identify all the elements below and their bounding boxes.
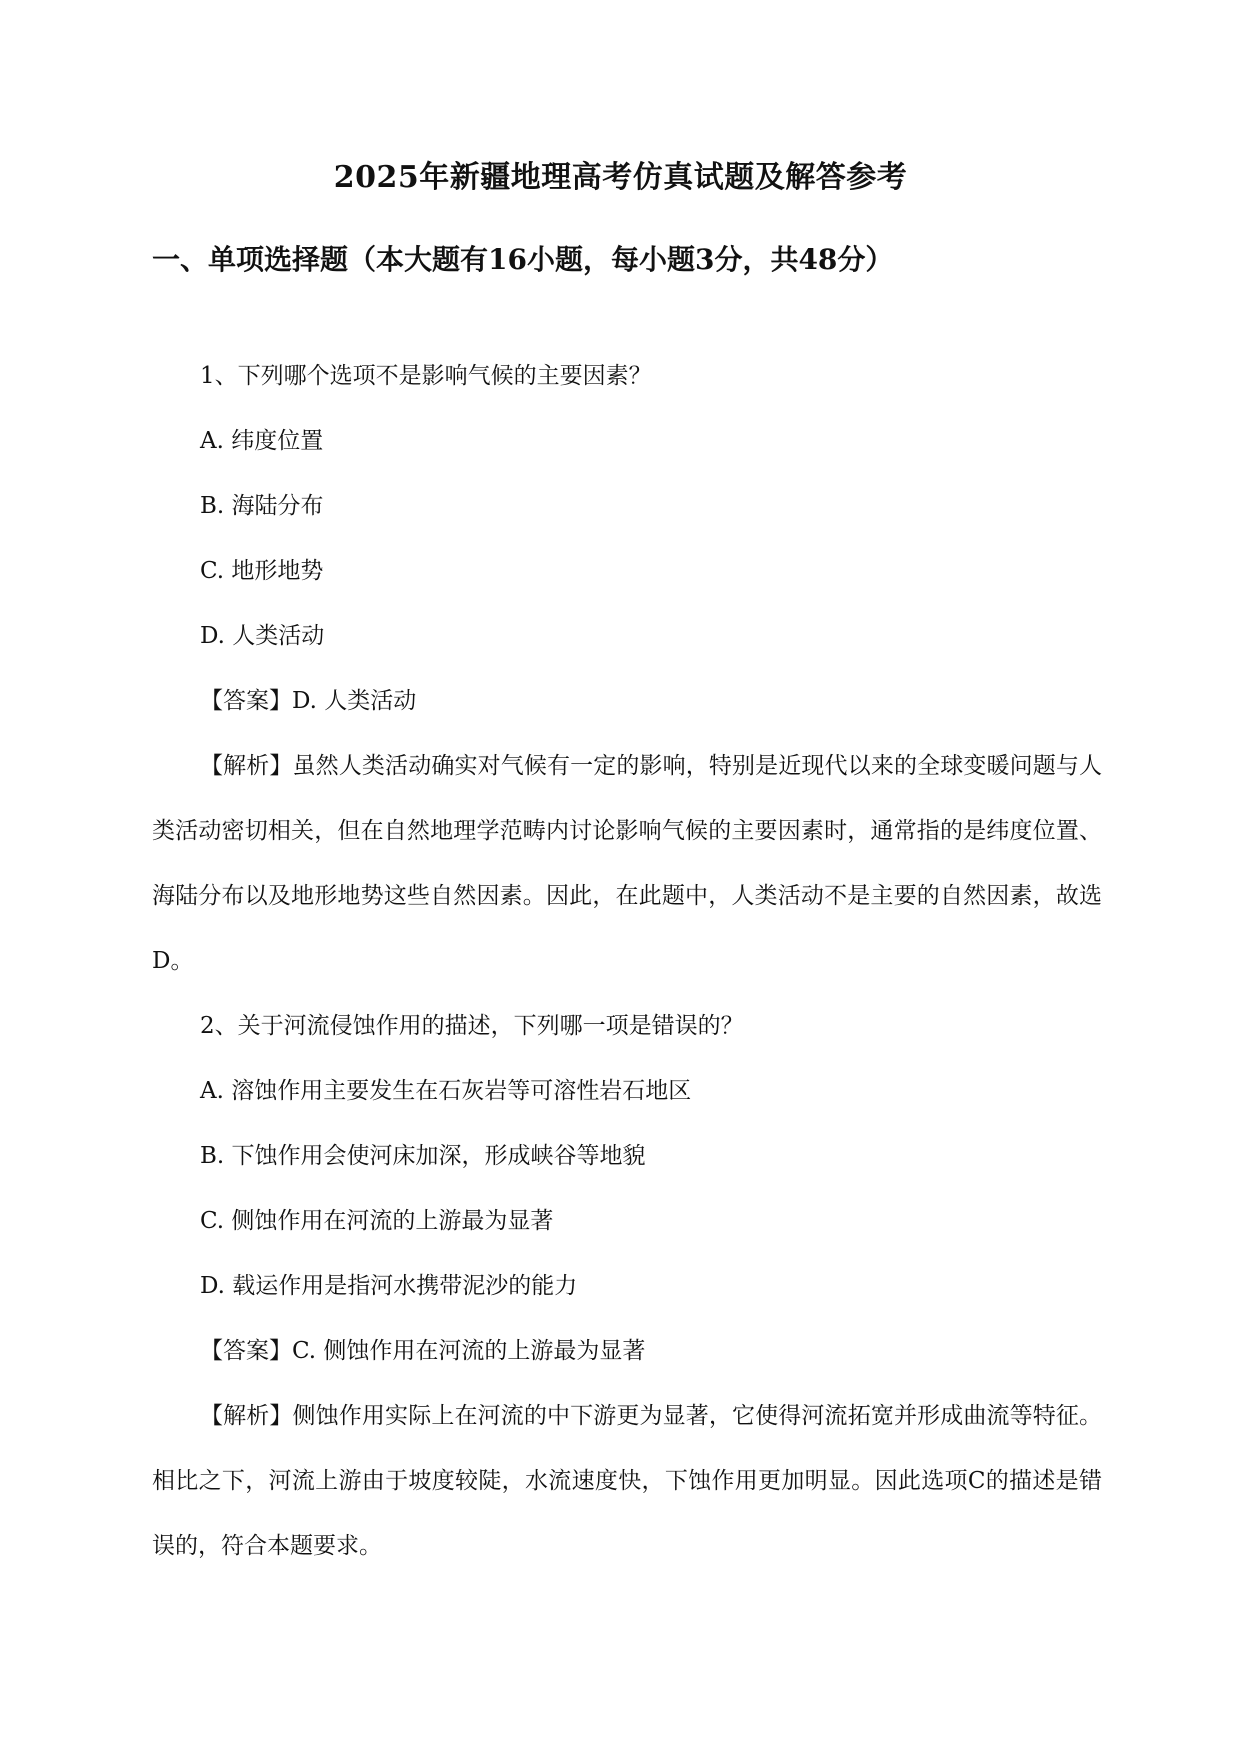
option-d: D. 载运作用是指河水携带泥沙的能力 — [200, 1273, 578, 1299]
option-c: C. 侧蚀作用在河流的上游最为显著 — [200, 1208, 554, 1234]
section-heading: 一、单项选择题（本大题有16小题，每小题3分，共48分） — [152, 243, 894, 276]
answer-label: 【答案】 — [200, 688, 292, 714]
option-c: C. 地形地势 — [200, 558, 324, 584]
answer-line — [152, 1319, 1102, 1384]
option-a: A. 纬度位置 — [200, 428, 324, 454]
document-title: 2025年新疆地理高考仿真试题及解答参考 — [333, 160, 908, 195]
analysis-paragraph — [152, 734, 1102, 994]
option-b: B. 下蚀作用会使河床加深，形成峡谷等地貌 — [200, 1143, 646, 1169]
analysis-label: 【解析】 — [200, 1403, 293, 1429]
analysis-text: 虽然人类活动确实对气候有一定的影响，特别是近现代以来的全球变暖问题与人类活动密切相关，但在自然地理学范畴内讨论影响气候的主要因素时，通常指的是纬度位置、海陆分布以及地形地势这些自然因素。因此，在此题中，人类活动不是主要的自然因素，故选D。 — [152, 753, 1103, 974]
option-d: D. 人类活动 — [200, 623, 325, 649]
option-a: A. 溶蚀作用主要发生在石灰岩等可溶性岩石地区 — [200, 1078, 692, 1104]
analysis-label: 【解析】 — [200, 753, 293, 779]
answer-text: D. 人类活动 — [292, 688, 417, 714]
analysis-text: 侧蚀作用实际上在河流的中下游更为显著，它使得河流拓宽并形成曲流等特征。相比之下，河流上游由于坡度较陡，水流速度快，下蚀作用更加明显。因此选项C的描述是错误的，符合本题要求。 — [152, 1403, 1103, 1559]
question-list — [152, 344, 1102, 1579]
question-2 — [152, 994, 1102, 1579]
question-1 — [152, 344, 1102, 994]
question-stem: 2、关于河流侵蚀作用的描述，下列哪一项是错误的？ — [200, 1013, 744, 1039]
question-stem: 1、下列哪个选项不是影响气候的主要因素？ — [200, 363, 652, 389]
answer-text: C. 侧蚀作用在河流的上游最为显著 — [292, 1338, 646, 1364]
option-b: B. 海陆分布 — [200, 493, 324, 519]
answer-label: 【答案】 — [200, 1338, 292, 1364]
analysis-paragraph — [152, 1384, 1102, 1579]
answer-line — [152, 669, 1102, 734]
